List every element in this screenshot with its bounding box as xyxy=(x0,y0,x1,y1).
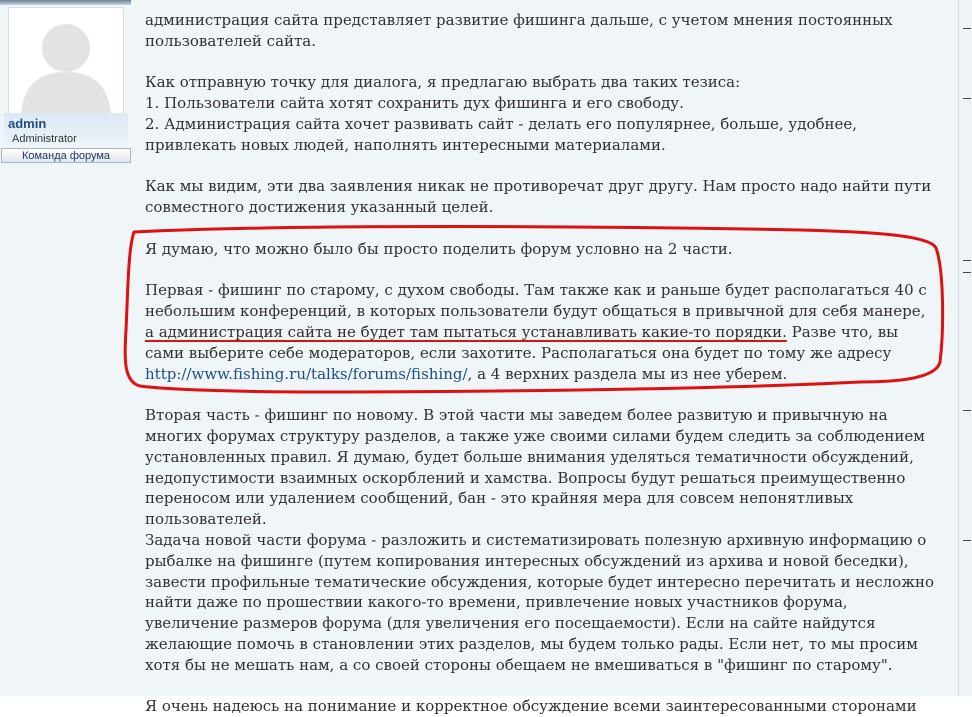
post-paragraph: Задача новой части форума - разложить и систематизировать полезную архивную информацию о рыбалке на фишинге (путем копирования интересных обсуждений из архива и новой беседки), завести профильные тематические обсуждения, которые будет интересно перечитать и несложно найти даже по прошествии какого-то времени, привлечение новых участников форума, увеличение размеров форума (для увеличения его посещаемости). Если на сайте найдутся желающие помочь в становлении этих разделов, мы будем только рады. Если нет, то мы просим хотя бы не мешать нам, а со своей стороны обещаем не вмешиваться в "фишинг по старому". xyxy=(145,530,935,674)
edge-mark xyxy=(963,260,971,261)
avatar[interactable] xyxy=(8,7,124,117)
user-banner: Команда форума xyxy=(1,148,131,163)
default-avatar-icon xyxy=(9,8,123,116)
post-text: , а 4 верхних раздела мы из нее уберем. xyxy=(467,364,788,383)
post-paragraph: Как отправную точку для диалога, я предлагаю выбрать два таких тезиса: xyxy=(145,73,741,92)
post-paragraph: 2. Администрация сайта хочет развивать сайт - делать его популярнее, больше, удобнее, привлекать новых людей, наполнять интересными материалами. xyxy=(145,114,858,154)
post-paragraph: Я очень надеюсь на понимание и корректное обсуждение всеми заинтересованными сторонами xyxy=(145,697,917,716)
post-paragraph: 1. Пользователи сайта хотят сохранить дух фишинга и его свободу. xyxy=(145,94,684,113)
edge-mark xyxy=(963,98,971,99)
post-text: Первая - фишинг по старому, с духом свободы. Там также как и раньше будет располагаться 40 с небольшим конференций, в которых пользователи будут общаться в привычной для себя манере, xyxy=(145,281,927,321)
edge-mark xyxy=(963,28,971,29)
post-paragraph: Как мы видим, эти два заявления никак не противоречат друг другу. Нам просто надо найти пути совместного достижения указанный целей. xyxy=(145,177,932,217)
post-paragraph: Я думаю, что можно было бы просто поделить форум условно на 2 части. xyxy=(145,239,733,258)
edge-mark xyxy=(963,410,971,411)
scrollbar-edge[interactable] xyxy=(958,0,972,696)
username-link[interactable]: admin xyxy=(8,116,47,131)
post-paragraph-first-part xyxy=(145,280,935,384)
edge-mark xyxy=(963,540,971,541)
post-message xyxy=(145,10,935,717)
user-panel xyxy=(0,5,131,696)
user-title: Administrator xyxy=(12,133,77,145)
post-paragraph: Вторая часть - фишинг по новому. В этой части мы заведем более развитую и привычную на многих форумах структуру разделов, а также уже своими силами будем следить за соблюдением установленных правил. Я думаю, будет больше внимания уделяться тематичности обсуждений, недопустимости взаимных оскорблений и хамства. Вопросы будут решаться преимущественно переносом или удалением сообщений, бан - это крайняя мера для совсем непонятливых пользователей. xyxy=(145,406,925,529)
forum-link[interactable]: http://www.fishing.ru/talks/forums/fishing/ xyxy=(145,364,468,383)
post-paragraph: администрация сайта представляет развитие фишинга дальше, с учетом мнения постоянных пользователей сайта. xyxy=(145,11,893,50)
underlined-text: а администрация сайта не будет там пытаться устанавливать какие-то порядки. xyxy=(145,322,787,341)
post-text: Разве что, вы сами выберите себе модераторов, если захотите. Располагаться она будет по тому же адресу xyxy=(145,322,899,362)
edge-mark xyxy=(963,272,971,273)
